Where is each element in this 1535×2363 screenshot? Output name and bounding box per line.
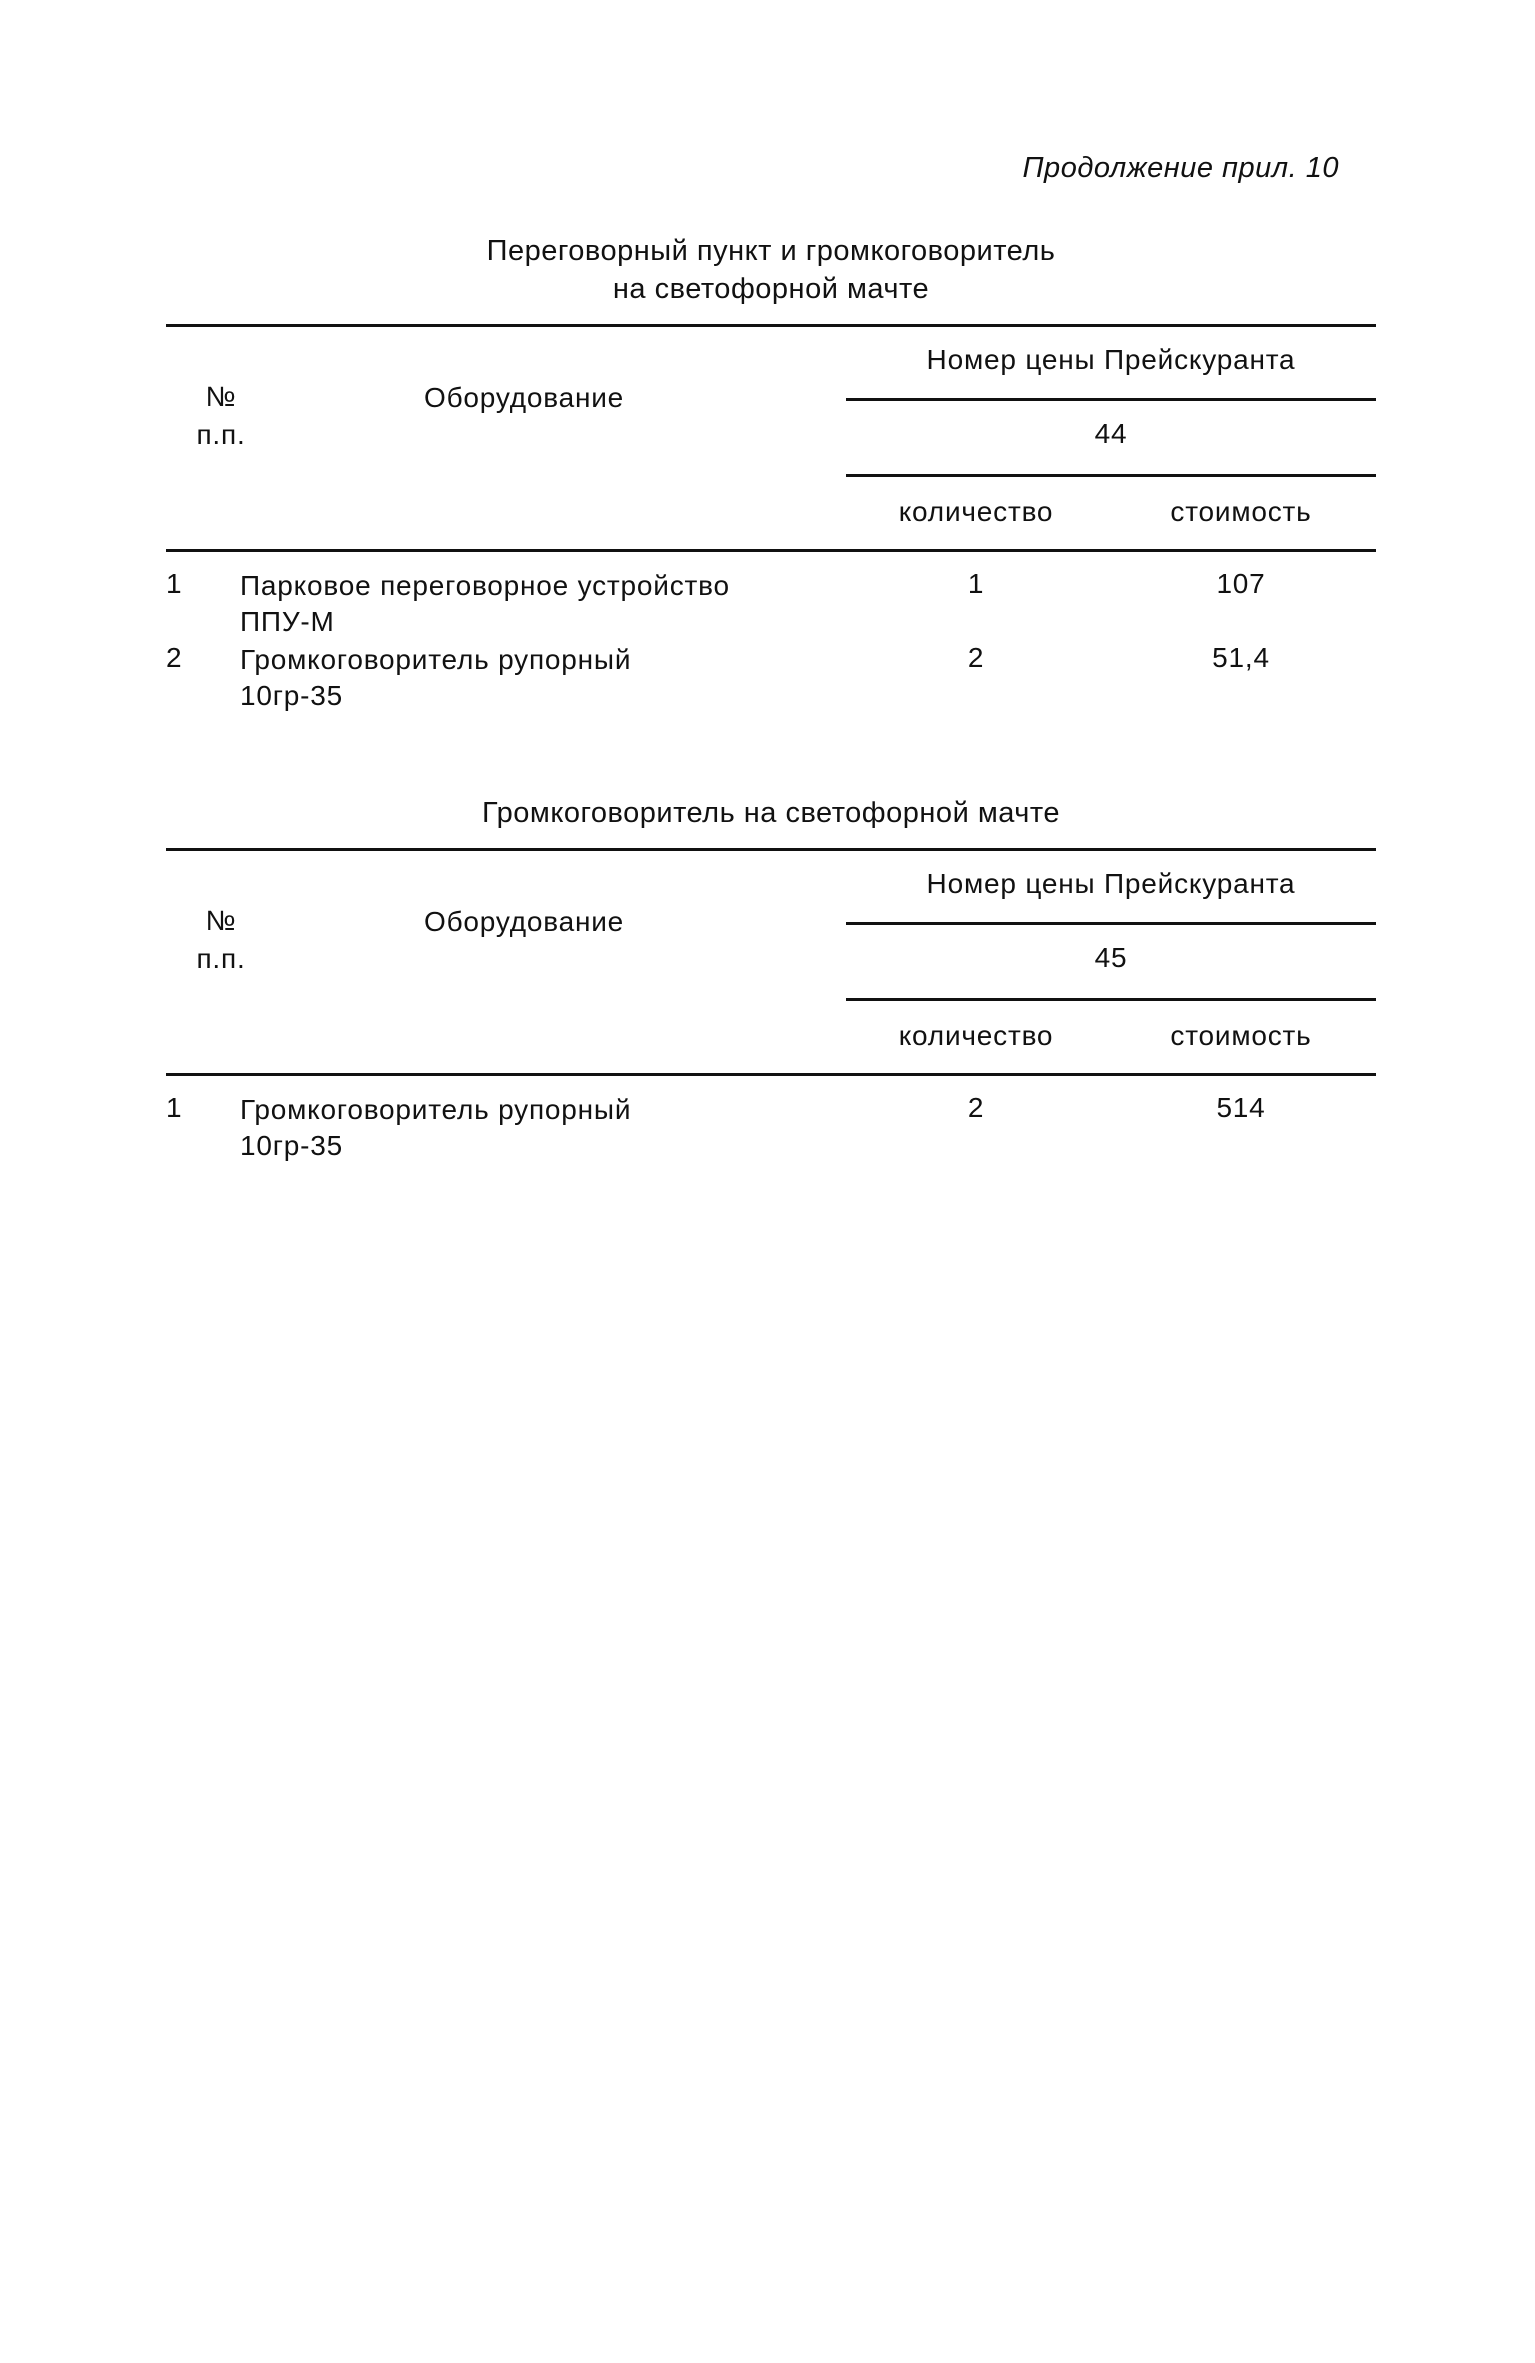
table-2-row-1-number: 1: [166, 1092, 183, 1123]
table-2-header-cost: стоимость: [1170, 1020, 1312, 1051]
table-2-header-number-line-2: п.п.: [196, 943, 246, 974]
table-1-row-1-equipment-line-2: ППУ-М: [240, 606, 335, 637]
table-2-header-quantity: количество: [898, 1020, 1054, 1051]
table-1-title-line-2: на светофорной мачте: [612, 273, 930, 305]
table-2-header-bottom-rule: [166, 1073, 1376, 1076]
table-1-header-bottom-rule: [166, 549, 1376, 552]
table-2-row-1-equipment-line-2: 10гр-35: [240, 1130, 343, 1161]
table-1-row-1-equipment: [240, 568, 730, 640]
table-1-row-1-equipment-line-1: Парковое переговорное устройство: [240, 570, 730, 601]
table-1-header-number-line-1: №: [205, 381, 237, 412]
table-1-row-1-quantity: 1: [967, 568, 985, 599]
table-1-header-number-line-2: п.п.: [196, 419, 246, 450]
table-1-top-rule: [166, 324, 1376, 327]
table-1-row-2-equipment: [240, 642, 631, 714]
table-1-header-cost: стоимость: [1170, 496, 1312, 527]
table-2-title: [166, 794, 1376, 832]
table-2-row-1-cost: 514: [1216, 1092, 1266, 1123]
table-1-row-2-quantity: 2: [967, 642, 985, 673]
table-1-price-group-rule: [846, 398, 1376, 401]
table-1-title-line-1: Переговорный пункт и громкоговоритель: [486, 235, 1056, 267]
table-1-header-quantity: количество: [898, 496, 1054, 527]
table-2-header-number: [166, 902, 276, 978]
table-2-top-rule: [166, 848, 1376, 851]
table-1-row-1-cost: 107: [1216, 568, 1266, 599]
table-1-row-2-cost: 51,4: [1212, 642, 1270, 673]
table-1-price-number: 44: [1094, 418, 1128, 449]
table-2-row-1-equipment: [240, 1092, 631, 1164]
table-2-price-number-rule: [846, 998, 1376, 1001]
table-2-row-1-equipment-line-1: Громкоговоритель рупорный: [240, 1094, 632, 1125]
table-2-header-equipment: Оборудование: [424, 906, 625, 937]
table-2-price-number: 45: [1094, 942, 1128, 973]
table-1-title: [166, 232, 1376, 308]
table-2-header-number-line-1: №: [205, 905, 237, 936]
table-1-header-price-group: Номер цены Прейскуранта: [926, 344, 1296, 375]
table-2-header-price-group: Номер цены Прейскуранта: [926, 868, 1296, 899]
table-2-title-line-1: Громкоговоритель на светофорной мачте: [482, 797, 1060, 829]
table-1-header-equipment: Оборудование: [424, 382, 625, 413]
continuation-note: Продолжение прил. 10: [1022, 152, 1339, 184]
table-1-price-number-rule: [846, 474, 1376, 477]
table-1-row-2-equipment-line-1: Громкоговоритель рупорный: [240, 644, 632, 675]
table-2: [166, 848, 1376, 1178]
table-1-row-2-number: 2: [166, 642, 183, 673]
table-1-row-2-equipment-line-2: 10гр-35: [240, 680, 343, 711]
table-1-row-1-number: 1: [166, 568, 183, 599]
table-2-row-1-quantity: 2: [967, 1092, 985, 1123]
table-1-header-number: [166, 378, 276, 454]
table-2-price-group-rule: [846, 922, 1376, 925]
table-1: [166, 324, 1376, 724]
